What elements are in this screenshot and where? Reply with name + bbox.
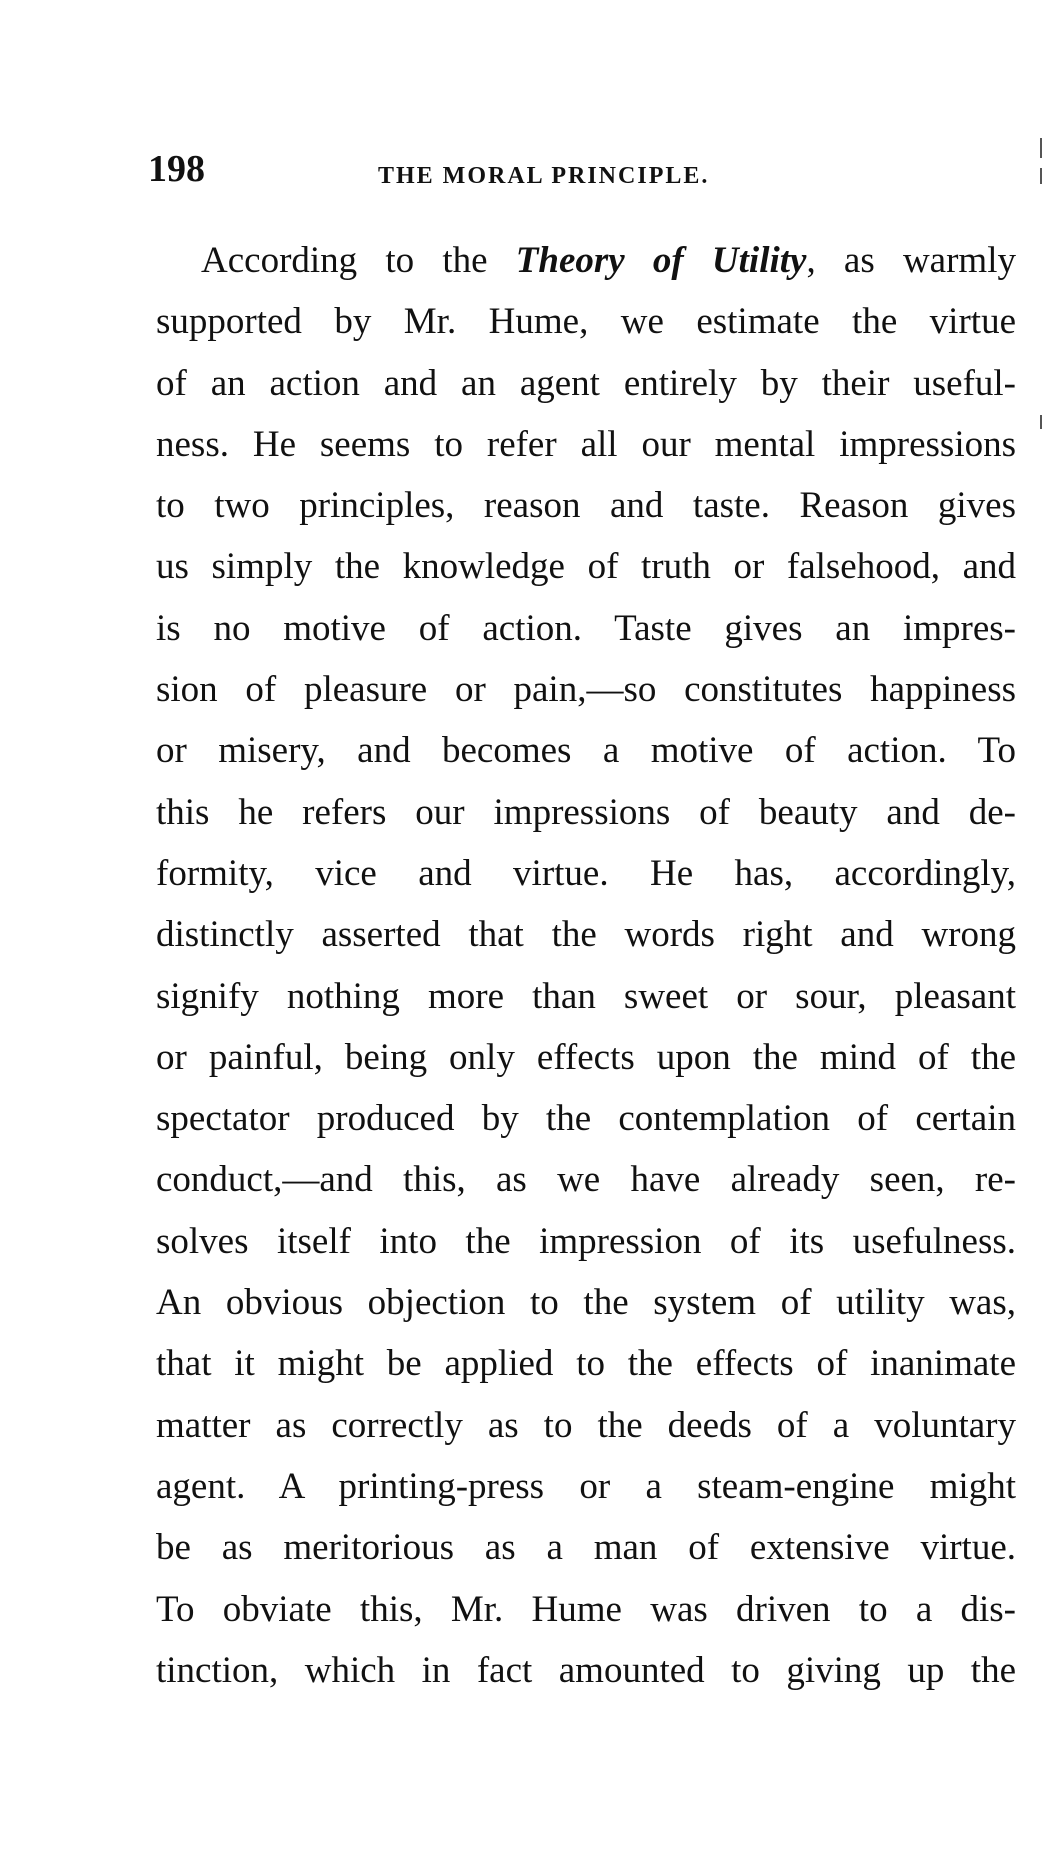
- text-line: or painful, being only effects upon the mind of the: [156, 1036, 1016, 1078]
- text-line: conduct,—and this, as we have already seen, re-: [156, 1159, 1016, 1201]
- text-line: formity, vice and virtue. He has, accordingly,: [156, 852, 1016, 894]
- text-line: distinctly asserted that the words right and wrong: [156, 914, 1016, 956]
- text-line: tinction, which in fact amounted to giving up the: [156, 1649, 1016, 1691]
- scan-margin-mark-middle: [1040, 415, 1042, 429]
- text-line: signify nothing more than sweet or sour, pleasant: [156, 975, 1016, 1017]
- running-head: THE MORAL PRINCIPLE.: [378, 163, 710, 189]
- text-line: agent. A printing-press or a steam-engine might: [156, 1465, 1016, 1507]
- text-line: To obviate this, Mr. Hume was driven to a dis-: [156, 1588, 1016, 1630]
- text-line: that it might be applied to the effects of inanimate: [156, 1343, 1016, 1385]
- text-line: matter as correctly as to the deeds of a voluntary: [156, 1404, 1016, 1446]
- text-line: to two principles, reason and taste. Reason gives: [156, 485, 1016, 527]
- text-line: be as meritorious as a man of extensive virtue.: [156, 1527, 1016, 1569]
- text-line: us simply the knowledge of truth or falsehood, and: [156, 546, 1016, 588]
- text-line: spectator produced by the contemplation of certain: [156, 1098, 1016, 1140]
- text-line: or misery, and becomes a motive of action. To: [156, 730, 1016, 772]
- text-line: sion of pleasure or pain,—so constitutes happiness: [156, 669, 1016, 711]
- text-line: An obvious objection to the system of utility was,: [156, 1282, 1016, 1324]
- text-line: solves itself into the impression of its usefulness.: [156, 1220, 1016, 1262]
- body-paragraph: [156, 230, 1016, 1701]
- text-line: of an action and an agent entirely by their useful-: [156, 362, 1016, 404]
- scan-margin-mark-top: [1040, 138, 1042, 158]
- text-line: supported by Mr. Hume, we estimate the virtue: [156, 301, 1016, 343]
- text-line: ness. He seems to refer all our mental impressions: [156, 423, 1016, 465]
- page-number: 198: [148, 148, 205, 190]
- text-line: this he refers our impressions of beauty and de-: [156, 791, 1016, 833]
- text-line: is no motive of action. Taste gives an impres-: [156, 607, 1016, 649]
- page-header: [148, 150, 1018, 200]
- text-line: [156, 230, 1016, 291]
- italic-title: Theory of Utility: [515, 240, 807, 281]
- line-1-lead: According to the: [201, 240, 516, 281]
- scan-margin-mark-top-lower: [1040, 168, 1042, 184]
- line-1-tail: , as warmly: [806, 240, 1016, 281]
